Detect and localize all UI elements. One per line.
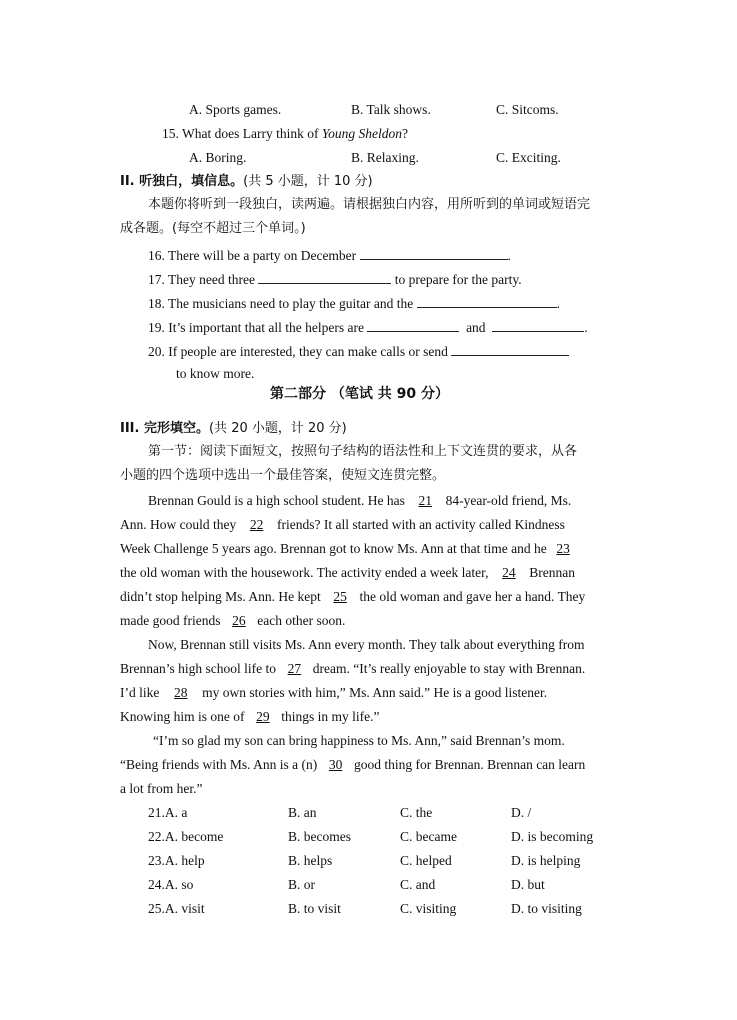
passage-text: made good friends — [120, 613, 221, 628]
choice-23-c[interactable]: C. helped — [400, 853, 452, 868]
section3-instruction-2: 小题的四个选项中选出一个最佳答案，使短文连贯完整。 — [120, 468, 446, 483]
q20-text: 20. If people are interested, they can make calls or send — [148, 344, 448, 359]
section3-heading — [120, 420, 347, 437]
passage-text: “Being friends with Ms. Ann is a (n) — [120, 757, 318, 772]
choice-25-a[interactable]: 25.A. visit — [148, 901, 205, 916]
passage-p3-line3: a lot from her.” — [120, 781, 203, 796]
part2-title: 第二部分 （笔试 共 90 分） — [270, 386, 449, 402]
section2-score: (共 5 小题，计 10 分) — [243, 174, 373, 189]
q15-option-a: A. Boring. — [189, 150, 247, 165]
q15-italic: Young Sheldon — [321, 126, 402, 141]
q18 — [148, 294, 560, 312]
section2-heading — [120, 173, 373, 190]
choice-22-c[interactable]: C. became — [400, 829, 457, 844]
passage-text: my own stories with him,” Ms. Ann said.” He is a good listener. — [202, 685, 548, 700]
choice-25-d[interactable]: D. to visiting — [511, 901, 582, 916]
passage-text: good thing for Brennan. Brennan can learn — [353, 757, 586, 772]
q18-post: . — [556, 296, 560, 311]
section3-instruction-1: 第一节：阅读下面短文，按照句子结构的语法性和上下文连贯的要求，从各 — [148, 444, 578, 459]
q16-post: . — [507, 248, 511, 263]
section2-title: II. 听独白，填信息。 — [120, 174, 244, 189]
passage-text: Week Challenge 5 years ago. Brennan got to know Ms. Ann at that time and he — [120, 541, 547, 556]
blank-27[interactable]: 27 — [287, 661, 302, 676]
blank-25[interactable]: 25 — [333, 589, 347, 604]
q15-question — [162, 126, 408, 142]
q15-option-c: C. Exciting. — [496, 150, 561, 165]
choice-24-a[interactable]: 24.A. so — [148, 877, 194, 892]
choice-23-a[interactable]: 23.A. help — [148, 853, 205, 868]
passage-text: Knowing him is one of — [120, 709, 245, 724]
q15-prefix: 15. What does Larry think of — [162, 126, 322, 141]
section3-title: III. 完形填空。 — [120, 421, 209, 436]
passage-text: Brennan — [529, 565, 575, 580]
passage-text: 84-year-old friend, Ms. — [445, 493, 572, 508]
q16-blank[interactable] — [360, 246, 508, 260]
passage-p3-line2 — [120, 757, 585, 773]
blank-23[interactable]: 23 — [556, 541, 570, 556]
q16-text: 16. There will be a party on December — [148, 248, 357, 263]
blank-26[interactable]: 26 — [232, 613, 246, 628]
passage-text: I’d like — [120, 685, 160, 700]
passage-text: friends? It all started with an activity called Kindness — [276, 517, 565, 532]
q15-option-b: B. Relaxing. — [351, 150, 419, 165]
blank-21[interactable]: 21 — [418, 493, 432, 508]
choice-23-b[interactable]: B. helps — [288, 853, 333, 868]
passage-p2-line4 — [120, 709, 380, 725]
choice-21-a[interactable]: 21.A. a — [148, 805, 188, 820]
choice-22-a[interactable]: 22.A. become — [148, 829, 224, 844]
q14-option-b: B. Talk shows. — [351, 102, 431, 117]
choice-24-b[interactable]: B. or — [288, 877, 315, 892]
q19-post: . — [584, 320, 588, 335]
choice-22-d[interactable]: D. is becoming — [511, 829, 594, 844]
passage-text: Ann. How could they — [120, 517, 237, 532]
passage-p2-line1: Now, Brennan still visits Ms. Ann every month. They talk about everything from — [148, 637, 585, 652]
blank-28[interactable]: 28 — [174, 685, 188, 700]
q17-text: 17. They need three — [148, 272, 255, 287]
q20 — [148, 342, 569, 360]
q18-blank[interactable] — [417, 294, 557, 308]
blank-22[interactable]: 22 — [249, 517, 264, 532]
choice-25-b[interactable]: B. to visit — [288, 901, 341, 916]
choice-24-d[interactable]: D. but — [511, 877, 545, 892]
passage-p1-line2 — [120, 517, 565, 533]
passage-text: things in my life.” — [281, 709, 380, 724]
q19 — [148, 318, 588, 336]
section2-instruction-2: 成各题。(每空不超过三个单词。) — [120, 221, 306, 236]
q17-post: to prepare for the party. — [394, 272, 522, 287]
q20-continuation: to know more. — [176, 366, 255, 381]
q20-blank[interactable] — [451, 342, 569, 356]
choice-21-c[interactable]: C. the — [400, 805, 433, 820]
passage-p1-line1 — [148, 493, 571, 509]
q15-suffix: ? — [401, 126, 408, 141]
q16 — [148, 246, 511, 264]
passage-text: didn’t stop helping Ms. Ann. He kept — [120, 589, 321, 604]
blank-24[interactable]: 24 — [502, 565, 516, 580]
passage-p2-line3 — [120, 685, 547, 701]
q14-option-a: A. Sports games. — [189, 102, 282, 117]
passage-text: dream. “It’s really enjoyable to stay with Brennan. — [312, 661, 586, 676]
choice-24-c[interactable]: C. and — [400, 877, 436, 892]
passage-p1-line3 — [120, 541, 576, 557]
section3-score: (共 20 小题，计 20 分) — [208, 421, 347, 436]
passage-text: Brennan’s high school life to — [120, 661, 276, 676]
q17 — [148, 270, 522, 288]
choice-21-b[interactable]: B. an — [288, 805, 317, 820]
passage-p1-line5 — [120, 589, 585, 605]
q14-option-c: C. Sitcoms. — [496, 102, 559, 117]
q19-blank-1[interactable] — [367, 318, 459, 332]
passage-text: each other soon. — [257, 613, 346, 628]
passage-p2-line2 — [120, 661, 585, 677]
passage-p1-line4 — [120, 565, 575, 581]
passage-p3-line1: “I’m so glad my son can bring happiness to Ms. Ann,” said Brennan’s mom. — [153, 733, 565, 748]
choice-23-d[interactable]: D. is helping — [511, 853, 581, 868]
q19-and: and — [466, 320, 486, 335]
choice-25-c[interactable]: C. visiting — [400, 901, 457, 916]
passage-p1-line6 — [120, 613, 345, 629]
q19-blank-2[interactable] — [492, 318, 584, 332]
passage-text: the old woman and gave her a hand. They — [359, 589, 586, 604]
passage-text: Brennan Gould is a high school student. He has — [148, 493, 405, 508]
section2-instruction-1: 本题你将听到一段独白，读两遍。请根据独白内容，用所听到的单词或短语完 — [148, 197, 591, 212]
blank-30[interactable]: 30 — [328, 757, 343, 772]
blank-29[interactable]: 29 — [256, 709, 270, 724]
choice-22-b[interactable]: B. becomes — [288, 829, 351, 844]
q17-blank[interactable] — [258, 270, 391, 284]
q19-text: 19. It’s important that all the helpers are — [148, 320, 364, 335]
choice-21-d[interactable]: D. / — [511, 805, 532, 820]
passage-text: the old woman with the housework. The activity ended a week later, — [120, 565, 489, 580]
q18-text: 18. The musicians need to play the guitar and the — [148, 296, 414, 311]
